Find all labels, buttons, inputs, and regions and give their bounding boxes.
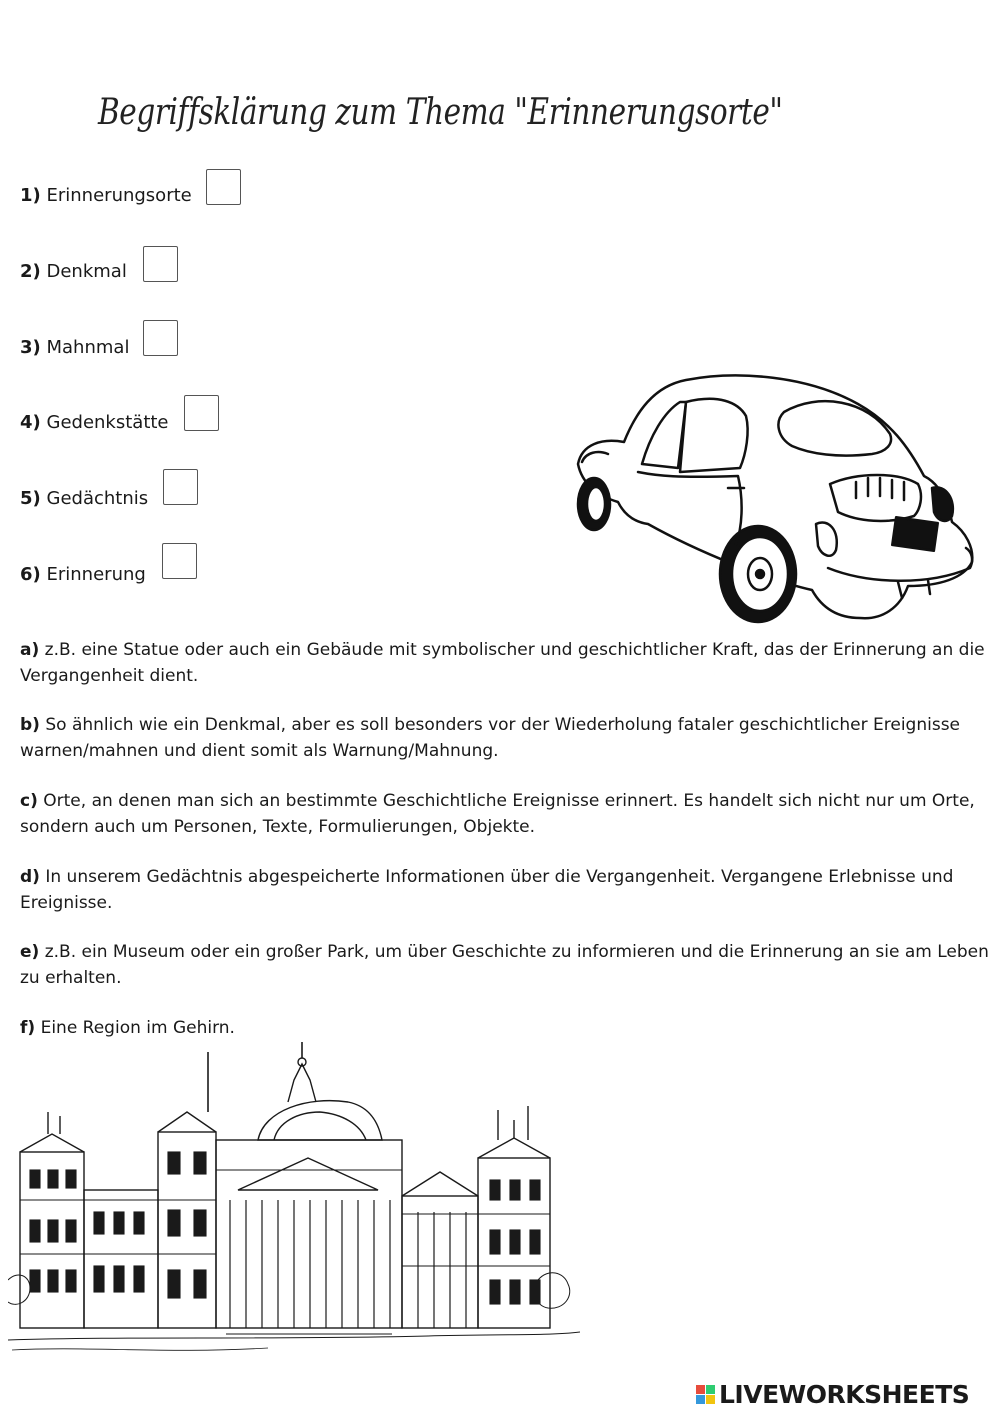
logo-square-green	[706, 1385, 715, 1394]
liveworksheets-brand	[696, 1378, 969, 1410]
definition-c: c) Orte, an denen man sich an bestimmte Geschichtliche Ereignisse erinnert. Es handelt sich nicht nur um Orte, sondern auch um Personen, Texte, Formulierungen, Objekte.	[20, 791, 975, 837]
answer-box-1[interactable]	[206, 169, 241, 205]
definition-a: a) z.B. eine Statue oder auch ein Gebäude mit symbolischer und geschichtlicher Kraft, das der Erinnerung an die Vergangenheit dient.	[20, 640, 985, 686]
term-5: 5) Gedächtnis	[20, 488, 149, 509]
brand-name: LIVEWORKSHEETS	[719, 1379, 970, 1409]
definition-e: e) z.B. ein Museum oder ein großer Park, um über Geschichte zu informieren und die Erinnerung an sie am Leben zu erhalten.	[20, 942, 989, 988]
logo-square-blue	[696, 1395, 705, 1404]
car-illustration	[568, 372, 980, 624]
term-1: 1) Erinnerungsorte	[20, 185, 192, 206]
term-6: 6) Erinnerung	[20, 564, 146, 585]
answer-box-2[interactable]	[143, 246, 178, 282]
answer-box-6[interactable]	[162, 543, 197, 579]
reichstag-illustration	[8, 1040, 580, 1362]
answer-box-4[interactable]	[184, 395, 219, 431]
definition-b: b) So ähnlich wie ein Denkmal, aber es soll besonders vor der Wiederholung fataler geschichtlicher Ereignisse warnen/mahnen und dient somit als Warnung/Mahnung.	[20, 715, 961, 761]
answer-box-5[interactable]	[163, 469, 198, 505]
answer-box-3[interactable]	[143, 320, 178, 356]
logo-square-red	[696, 1385, 705, 1394]
term-2: 2) Denkmal	[20, 261, 127, 282]
liveworksheets-logo-icon	[696, 1385, 715, 1404]
worksheet-title: Begriffsklärung zum Thema "Erinnerungsorte"	[98, 92, 783, 133]
definition-f: f) Eine Region im Gehirn.	[20, 1018, 235, 1038]
definition-d: d) In unserem Gedächtnis abgespeicherte Informationen über die Vergangenheit. Vergangene Erlebnisse und Ereignisse.	[20, 867, 954, 913]
term-3: 3) Mahnmal	[20, 337, 130, 358]
term-4: 4) Gedenkstätte	[20, 412, 169, 433]
logo-square-yellow	[706, 1395, 715, 1404]
